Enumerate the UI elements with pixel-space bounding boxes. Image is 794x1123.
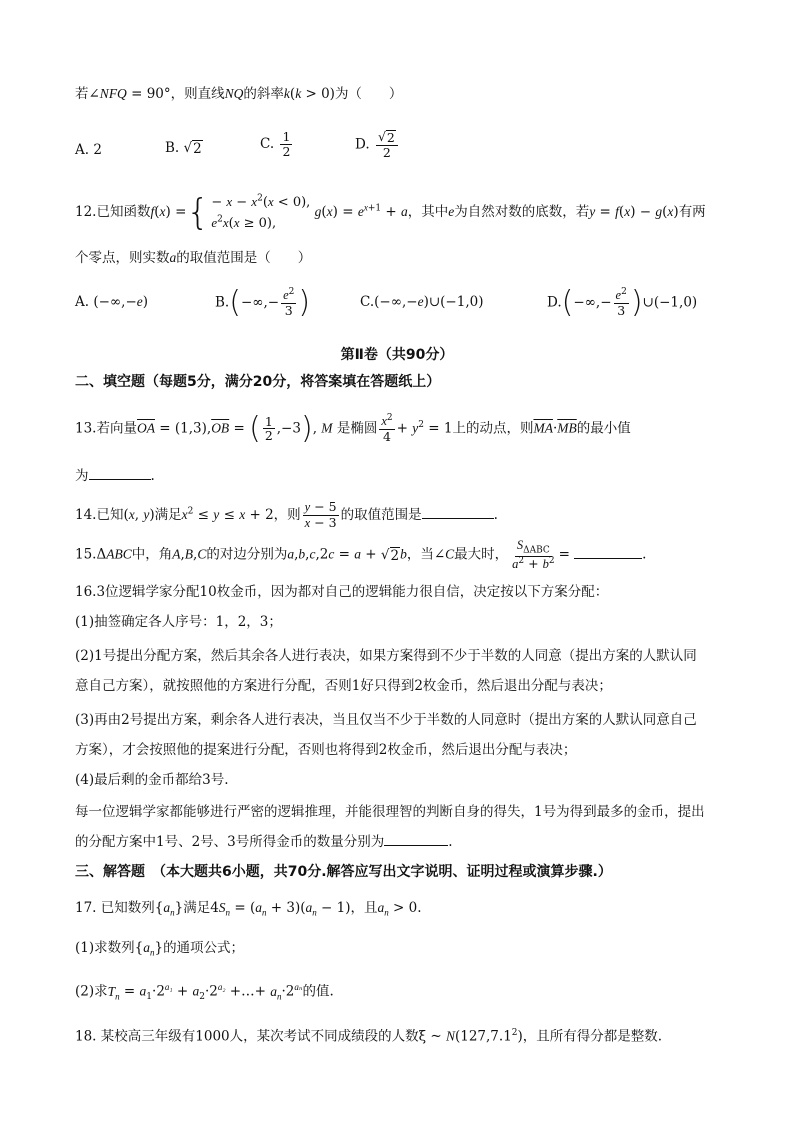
q17-part-1: (1)求数列$\{a_n\}$的通项公式； <box>75 940 245 958</box>
q16-line-4: 意自己方案），就按照他的方案进行分配，否则1好只得到2枚金币，然后退出分配与表决； <box>75 678 612 694</box>
q12-option-c[interactable]: C.(−∞,−e)∪(−1,0) <box>360 294 484 310</box>
q11-option-c[interactable]: C. $\frac{1}{2}$ <box>260 129 291 159</box>
q12-options <box>75 284 724 328</box>
section-2-title: 第Ⅱ卷（共90分） <box>340 347 454 363</box>
q13-stem: 13.若向量$\overline{OA} = (1,3),\overline{OB}$ = ( $\frac{1}{2}$ ,−3), M 是椭圆 $\frac{x^2}{4}$ + $y^2 = 1$上的动点，则$\overline{MA}\cdot\overline{MB}$的最小值 <box>75 411 631 446</box>
q16-answer-blank[interactable] <box>384 845 448 846</box>
q13-answer-blank[interactable] <box>89 479 151 480</box>
q13-stem-line2: 为 . <box>75 468 155 484</box>
q16-line-3: (2)1号提出分配方案，然后其余各人进行表决，如果方案得到不少于半数的人同意（提出方案的人默认同 <box>75 648 697 664</box>
q12-stem: 12.已知函数f(x) ={ − $x - x^2(x < 0)$, $e^2x(x \ge 0)$, $g(x) = e^{x+1} + a$，其中e为自然对数的底数，若y = f(x) − g(x)有两 <box>75 192 706 233</box>
q12-stem-line2: 个零点，则实数a的取值范围是（ ） <box>75 250 312 266</box>
q16-line-9: 的分配方案中1号、2号、3号所得金币的数量分别为 . <box>75 834 453 850</box>
q14-answer-blank[interactable] <box>422 518 494 519</box>
q16-line-2: (1)抽签确定各人序号：1，2，3； <box>75 614 282 630</box>
q16-line-5: (3)再由2号提出方案，剩余各人进行表决，当且仅当不少于半数的人同意时（提出方案的人默认同意自己 <box>75 712 697 728</box>
q16-line-6: 方案），才会按照他的提案进行分配，否则也将得到2枚金币，然后退出分配与表决； <box>75 742 577 758</box>
q18-stem: 18. 某校高三年级有1000人，某次考试不同成绩段的人数ξ ~ N(127,7.1$^2$)，且所有得分都是整数. <box>75 1028 663 1045</box>
q12-option-d[interactable]: D.(−∞,− $\frac{e^2}{3}$ )∪(−1,0) <box>547 285 698 320</box>
q14-stem: 14.已知(x, y)满足$x^2 \le y \le x + 2$，则 $\frac{y - 5}{x - 3}$ 的取值范围是 . <box>75 499 498 530</box>
q17-part-2: (2)求$T_n = a_1\cdot 2^{a_1} + a_2\cdot 2^{a_2}$ +…+ $a_n\cdot 2^{a_n}$的值. <box>75 982 334 1003</box>
q16-line-7: (4)最后剩的金币都给3号. <box>75 772 229 788</box>
q16-line-8: 每一位逻辑学家都能够进行严密的逻辑推理，并能很理智的判断自身的得失，1号为得到最多的金币，提出 <box>75 804 705 820</box>
q15-answer-blank[interactable] <box>574 558 642 559</box>
q16-line-1: 16.3位逻辑学家分配10枚金币，因为都对自己的逻辑能力很自信，决定按以下方案分配： <box>75 584 609 600</box>
q11-option-a[interactable]: A. 2 <box>75 142 102 158</box>
q11-stem: 若∠NFQ = 90°，则直线NQ的斜率k(k > 0)为（ ） <box>75 86 403 102</box>
q11-options <box>75 130 724 170</box>
q11-option-d[interactable]: D. √ 2 2 <box>355 130 400 160</box>
q11-option-b[interactable]: B. √ 2 <box>165 140 202 157</box>
q12-option-b[interactable]: B.(−∞,− $\frac{e^2}{3}$ ) <box>215 285 311 320</box>
fill-blank-heading: 二、填空题（每题5分，满分20分，将答案填在答题纸上） <box>75 374 441 390</box>
q15-stem: 15.ΔABC中，角A,B,C的对边分别为a,b,c,2c = a + √ 2 b，当∠C最大时， $\frac{S_{\Delta ABC}}{a^2 + b^2}$ = . <box>75 538 647 572</box>
q17-stem: 17. 已知数列$\{a_n\}$满足$4S_n = (a_n + 3)(a_n - 1)$，且$a_n > 0$. <box>75 900 422 918</box>
q12-option-a[interactable]: A. (−∞,−e) <box>75 294 149 310</box>
answer-section-heading: 三、解答题 （本大题共6小题，共70分.解答应写出文字说明、证明过程或演算步骤.） <box>75 864 612 880</box>
